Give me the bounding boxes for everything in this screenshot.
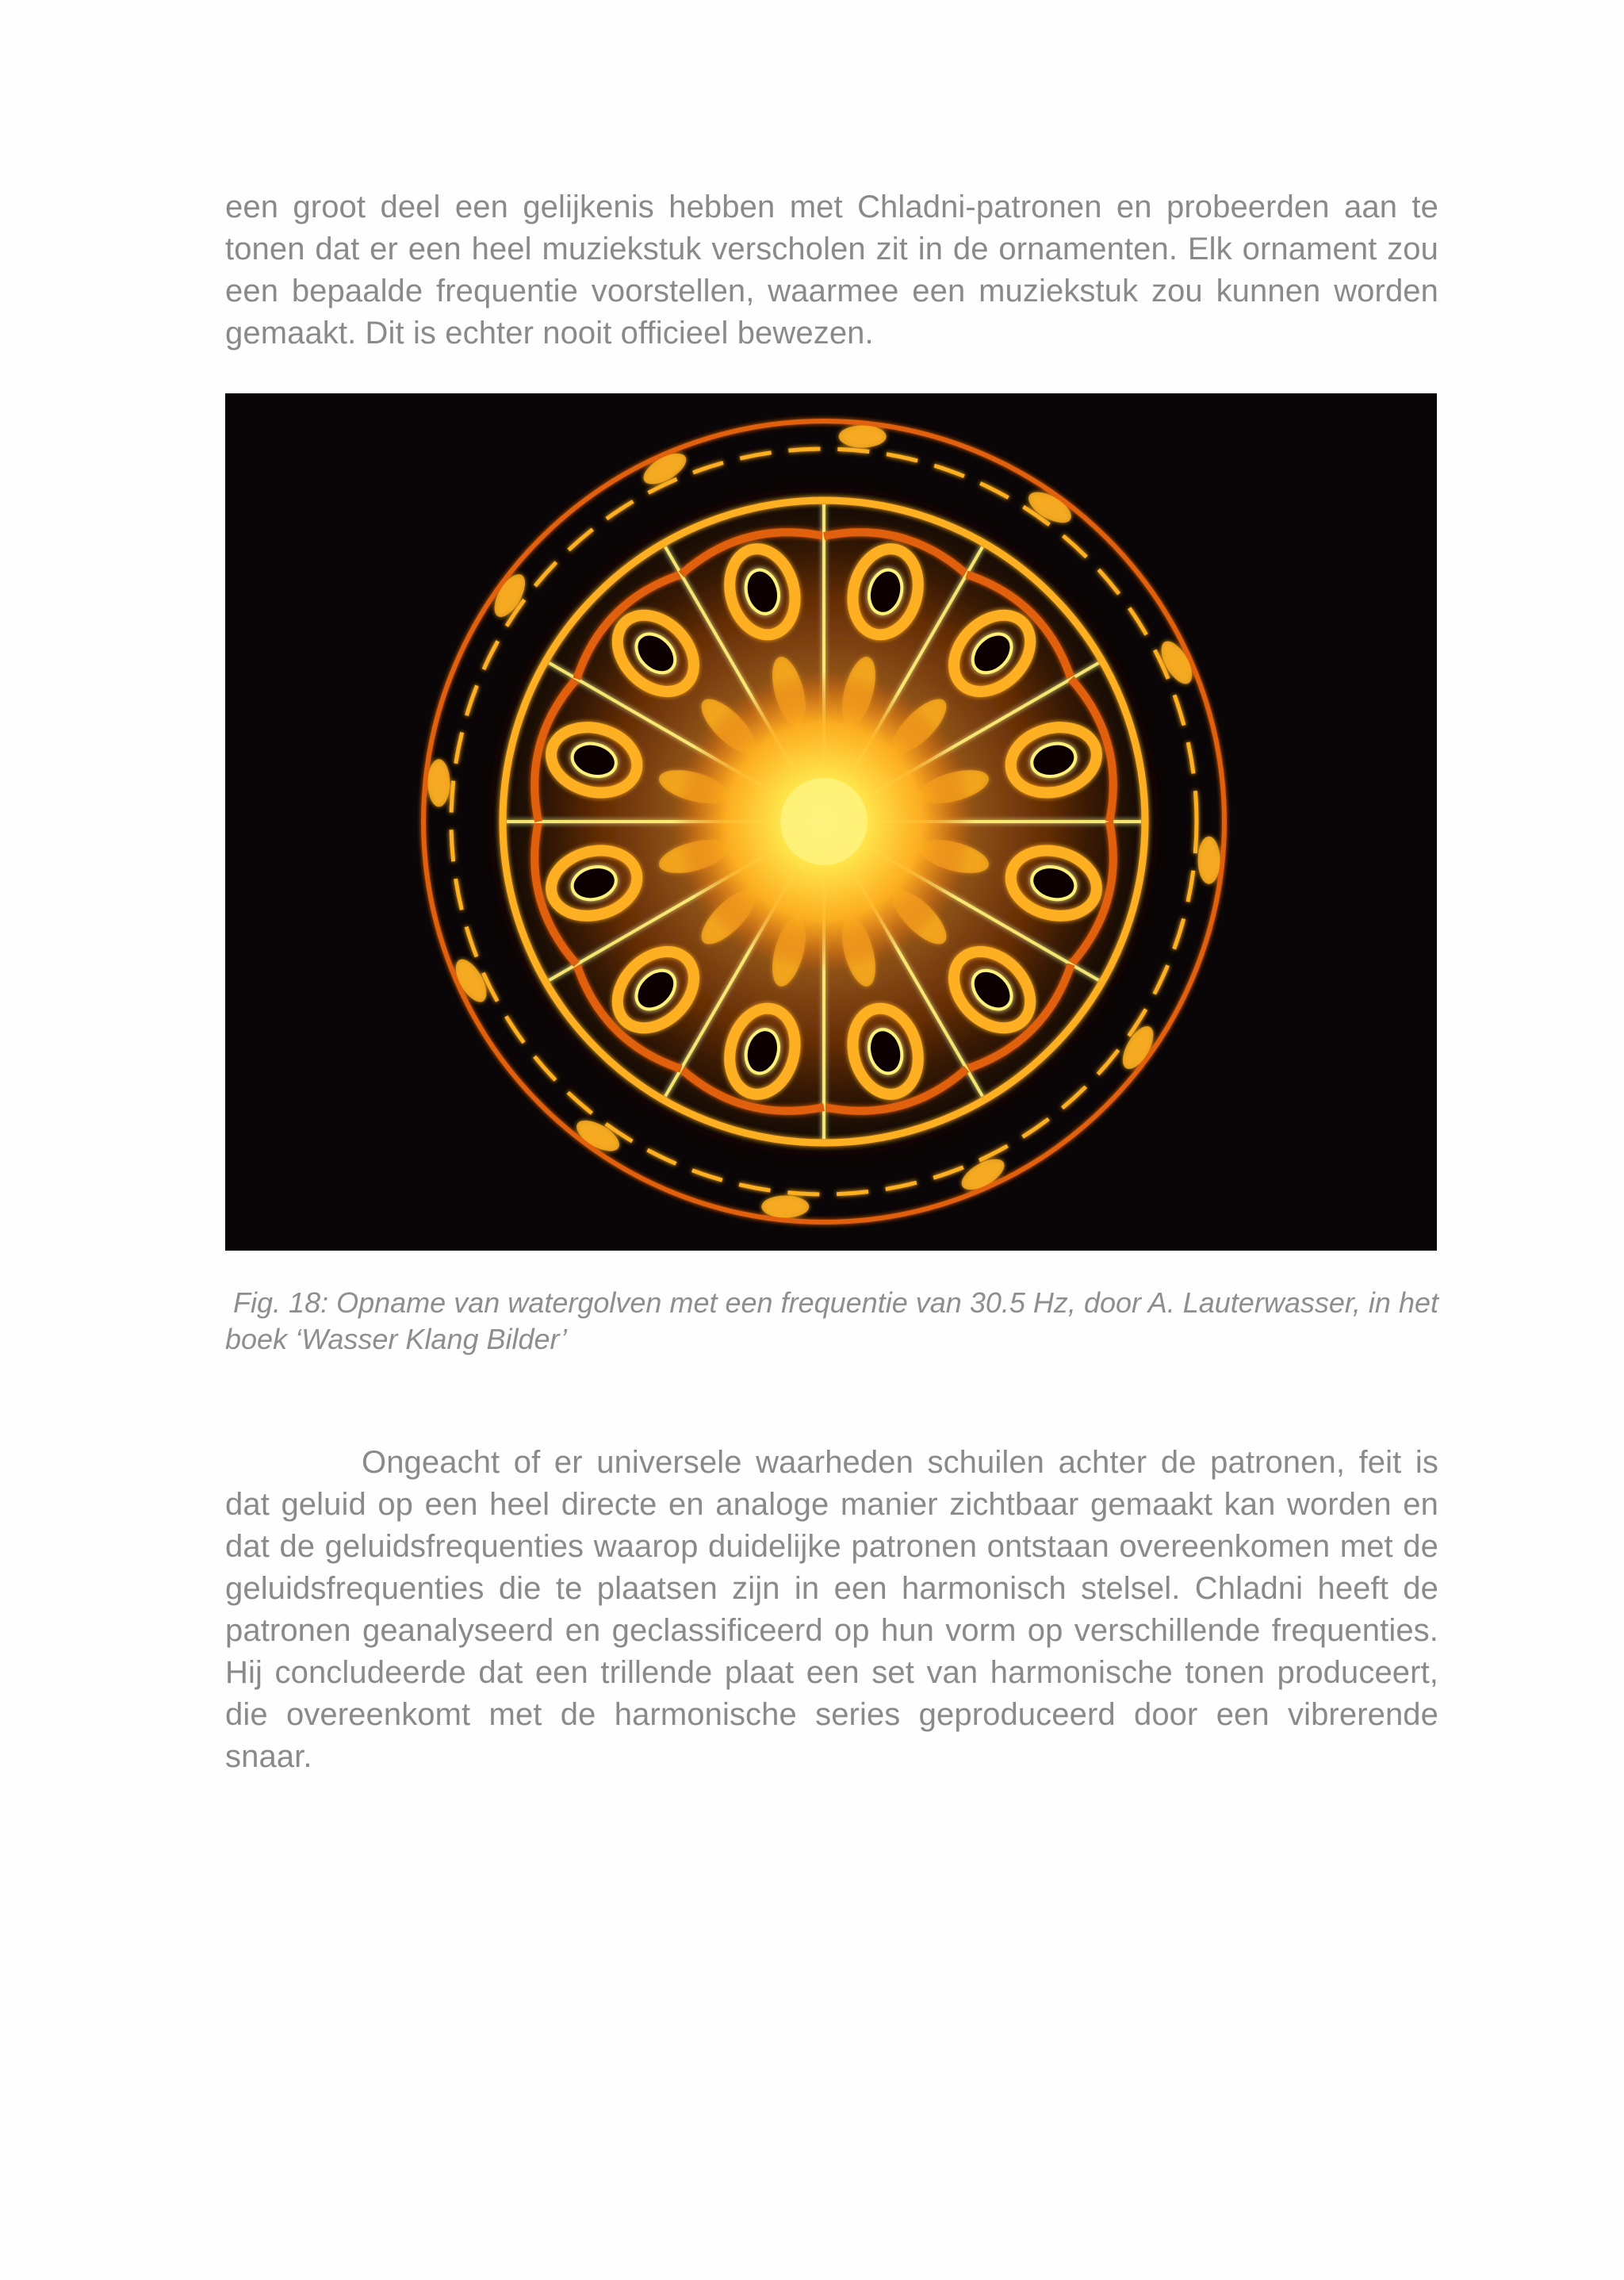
water-wave-pattern-image	[225, 393, 1437, 1251]
figure-caption: Fig. 18: Opname van watergolven met een frequentie van 30.5 Hz, door A. Lauterwasser, in het boek ‘Wasser Klang Bilder’	[225, 1286, 1438, 1355]
intro-paragraph: een groot deel een gelijkenis hebben met Chladni-patronen en probeerden aan te tonen dat er een heel muziekstuk verscholen zit in de ornamenten. Elk ornament zou een bepaalde frequentie voorstellen, waarmee een muziekstuk zou kunnen worden gemaakt. Dit is echter nooit officieel bewezen.	[225, 190, 1438, 351]
figure-water-wave-pattern	[225, 393, 1437, 1251]
body-paragraph: Ongeacht of er universele waarheden schuilen achter de patronen, feit is dat geluid op een heel directe en analoge manier zichtbaar gemaakt kan worden en dat de geluidsfrequenties waarop duidelijke patronen ontstaan overeenkomen met de geluidsfrequenties die te plaatsen zijn in een harmonisch stelsel. Chladni heeft de patronen geanalyseerd en geclassificeerd op hun vorm op verschillende frequenties. Hij concludeerde dat een trillende plaat een set van harmonische tonen produceert, die overeenkomt met de harmonische series geproduceerd door een vibrerende snaar.	[225, 1445, 1438, 1774]
